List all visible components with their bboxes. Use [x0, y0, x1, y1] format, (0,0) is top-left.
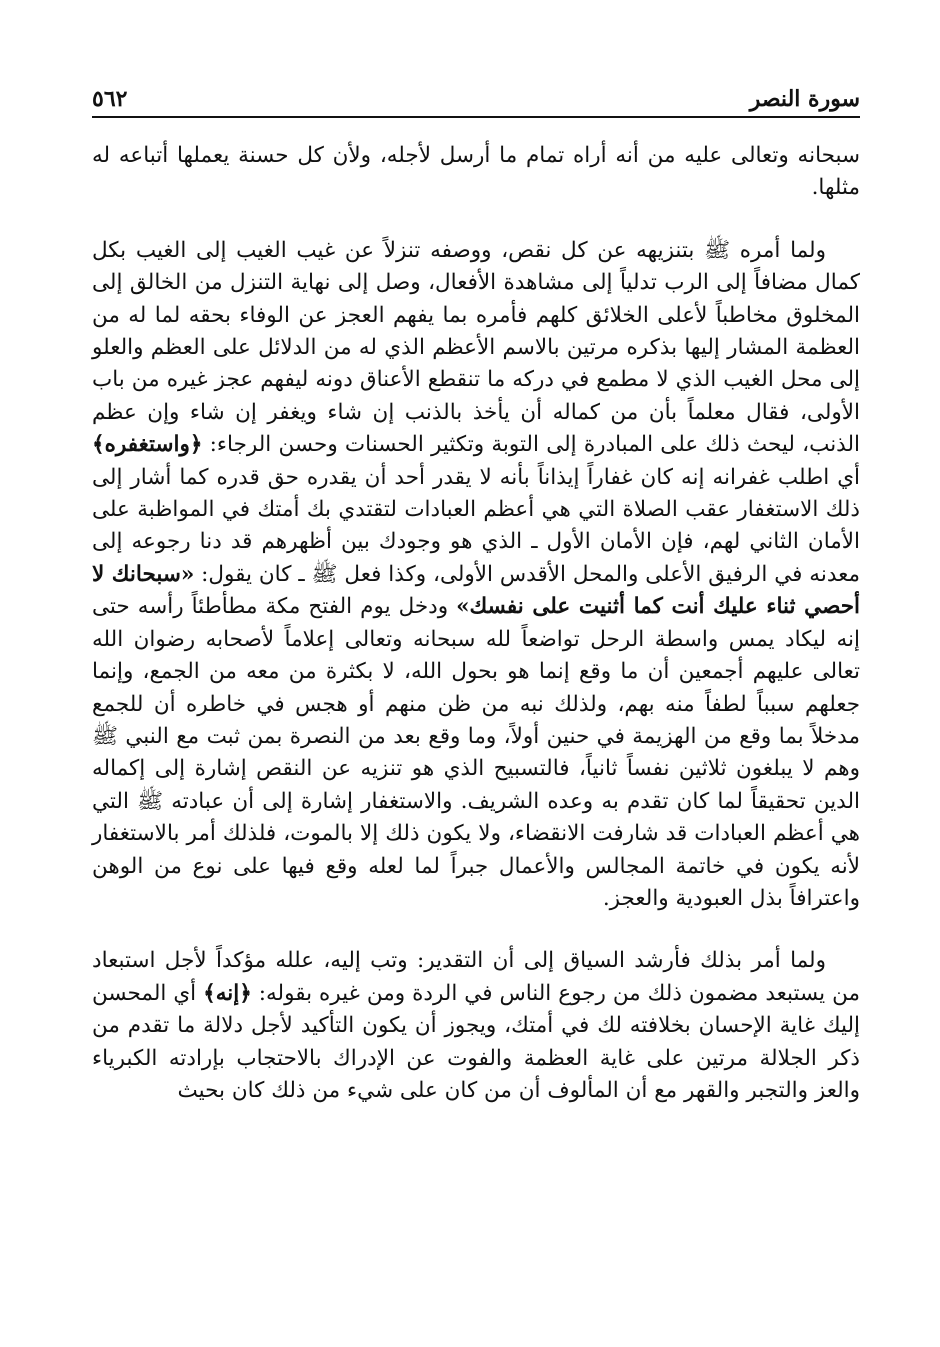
paragraph-2-text-c: ودخل يوم الفتح مكة مطأطئاً رأسه حتى إنه ليكاد يمس واسطة الرحل تواضعاً لله سبحانه وتعالى إعلاماً لأصحابه رضوان الله تعالى عليهم أجمعين أن ما وقع إنما هو بحول الله، لا بكثرة من معه من الجمع، وإنما جعلهم سبباً لطفاً منه بهم، ولذلك نبه من ظن منهم أو هجس في خاطره أن للجمع مدخلاً بما وقع من الهزيمة في حنين أولاً، وما وقع بعد من النصرة بمن ثبت مع النبي ﷺ وهم لا يبلغون ثلاثين نفساً ثانياً، فالتسبيح الذي هو تنزيه عن النقص إشارة إلى إكماله الدين تحقيقاً لما كان تقدم به وعده الشريف. والاستغفار إشارة إلى أن عبادته ﷺ التي هي أعظم العبادات قد شارفت الانقضاء، ولا يكون ذلك إلا بالموت، فلذلك أمر بالاستغفار لأنه يكون في خاتمة المجالس والأعمال جبراً لما لعله وقع فيها على نوع من الوهن واعترافاً بذل العبودية والعجز.: [92, 594, 860, 911]
paragraph-gap: [92, 205, 860, 235]
quran-quote-wastaghfirhu: ﴿واستغفره﴾: [92, 432, 203, 458]
paragraph-3: [92, 945, 860, 1107]
paragraph-2: [92, 235, 860, 916]
paragraph-2-text-b: أي اطلب غفرانه إنه كان غفاراً إيذاناً بأنه لا يقدر أحد أن يقدره حق قدره كما أشار إلى ذلك الاستغفار عقب الصلاة التي هي أعظم العبادات لتقتدي بك أمتك في المواظبة على الأمان الثاني لهم، فإن الأمان الأول ـ الذي هو وجودك بين أظهرهم قد دنا رجوعه إلى معدنه في الرفيق الأعلى والمحل الأقدس الأولى، وكذا فعل ﷺ ـ كان يقول:: [92, 464, 860, 587]
running-header: [92, 78, 860, 118]
surah-title: سورة النصر: [749, 86, 860, 112]
quran-quote-innahu: ﴿إنه﴾: [203, 980, 252, 1006]
paragraph-3-text-b: أي المحسن إليك غاية الإحسان بخلافته لك في أمتك، ويجوز أن يكون التأكيد لأجل دلالة ما تقدم من ذكر الجلالة مرتين على غاية العظمة والفوت عن الإدراك بالاحتجاب بإرادته الكبرياء والعز والتجبر والقهر مع أن المألوف أن من كان على شيء من ذلك كان بحيث: [92, 980, 860, 1103]
paragraph-1: [92, 140, 860, 205]
page-number: ٥٦٢: [92, 86, 128, 112]
paragraph-1-text: سبحانه وتعالى عليه من أنه أراه تمام ما أرسل لأجله، ولأن كل حسنة يعملها أتباعه له مثلها.: [92, 143, 860, 201]
paragraph-2-text-a: ولما أمره ﷺ بتنزيهه عن كل نقص، ووصفه تنزلاً عن غيب الغيب إلى الغيب بكل كمال مضافاً إلى الرب تدلياً إلى مشاهدة الأفعال، وصل إلى نهاية التنزل من الخالق إلى المخلوق مخاطباً لأعلى الخلائق كلهم فأمره بما يفهم العجز عن الوفاء بحقه لما له من العظمة المشار إليها بذكره مرتين بالاسم الأعظم الذي له من الدلائل على العظم والعلو إلى محل الغيب الذي لا مطمع في دركه ما تنقطع الأعناق دونه ليفهم عجز غيره من باب الأولى، فقال معلماً بأن من كماله أن يأخذ بالذنب إن شاء ويغفر إن شاء وإن عظم الذنب، ليحث ذلك على المبادرة إلى التوبة وتكثير الحسنات وحسن الرجاء:: [92, 237, 860, 458]
paragraph-gap: [92, 915, 860, 945]
body-text: [92, 140, 860, 1107]
hadith-quote: «سبحانك لا أحصي ثناء عليك أنت كما أثنيت على نفسك»: [92, 561, 861, 620]
paragraph-3-text-a: ولما أمر بذلك فأرشد السياق إلى أن التقدير: وتب إليه، علله مؤكداً لأجل استبعاد من يستبعد مضمون ذلك من رجوع الناس في الردة ومن غيره بقوله:: [92, 948, 860, 1006]
